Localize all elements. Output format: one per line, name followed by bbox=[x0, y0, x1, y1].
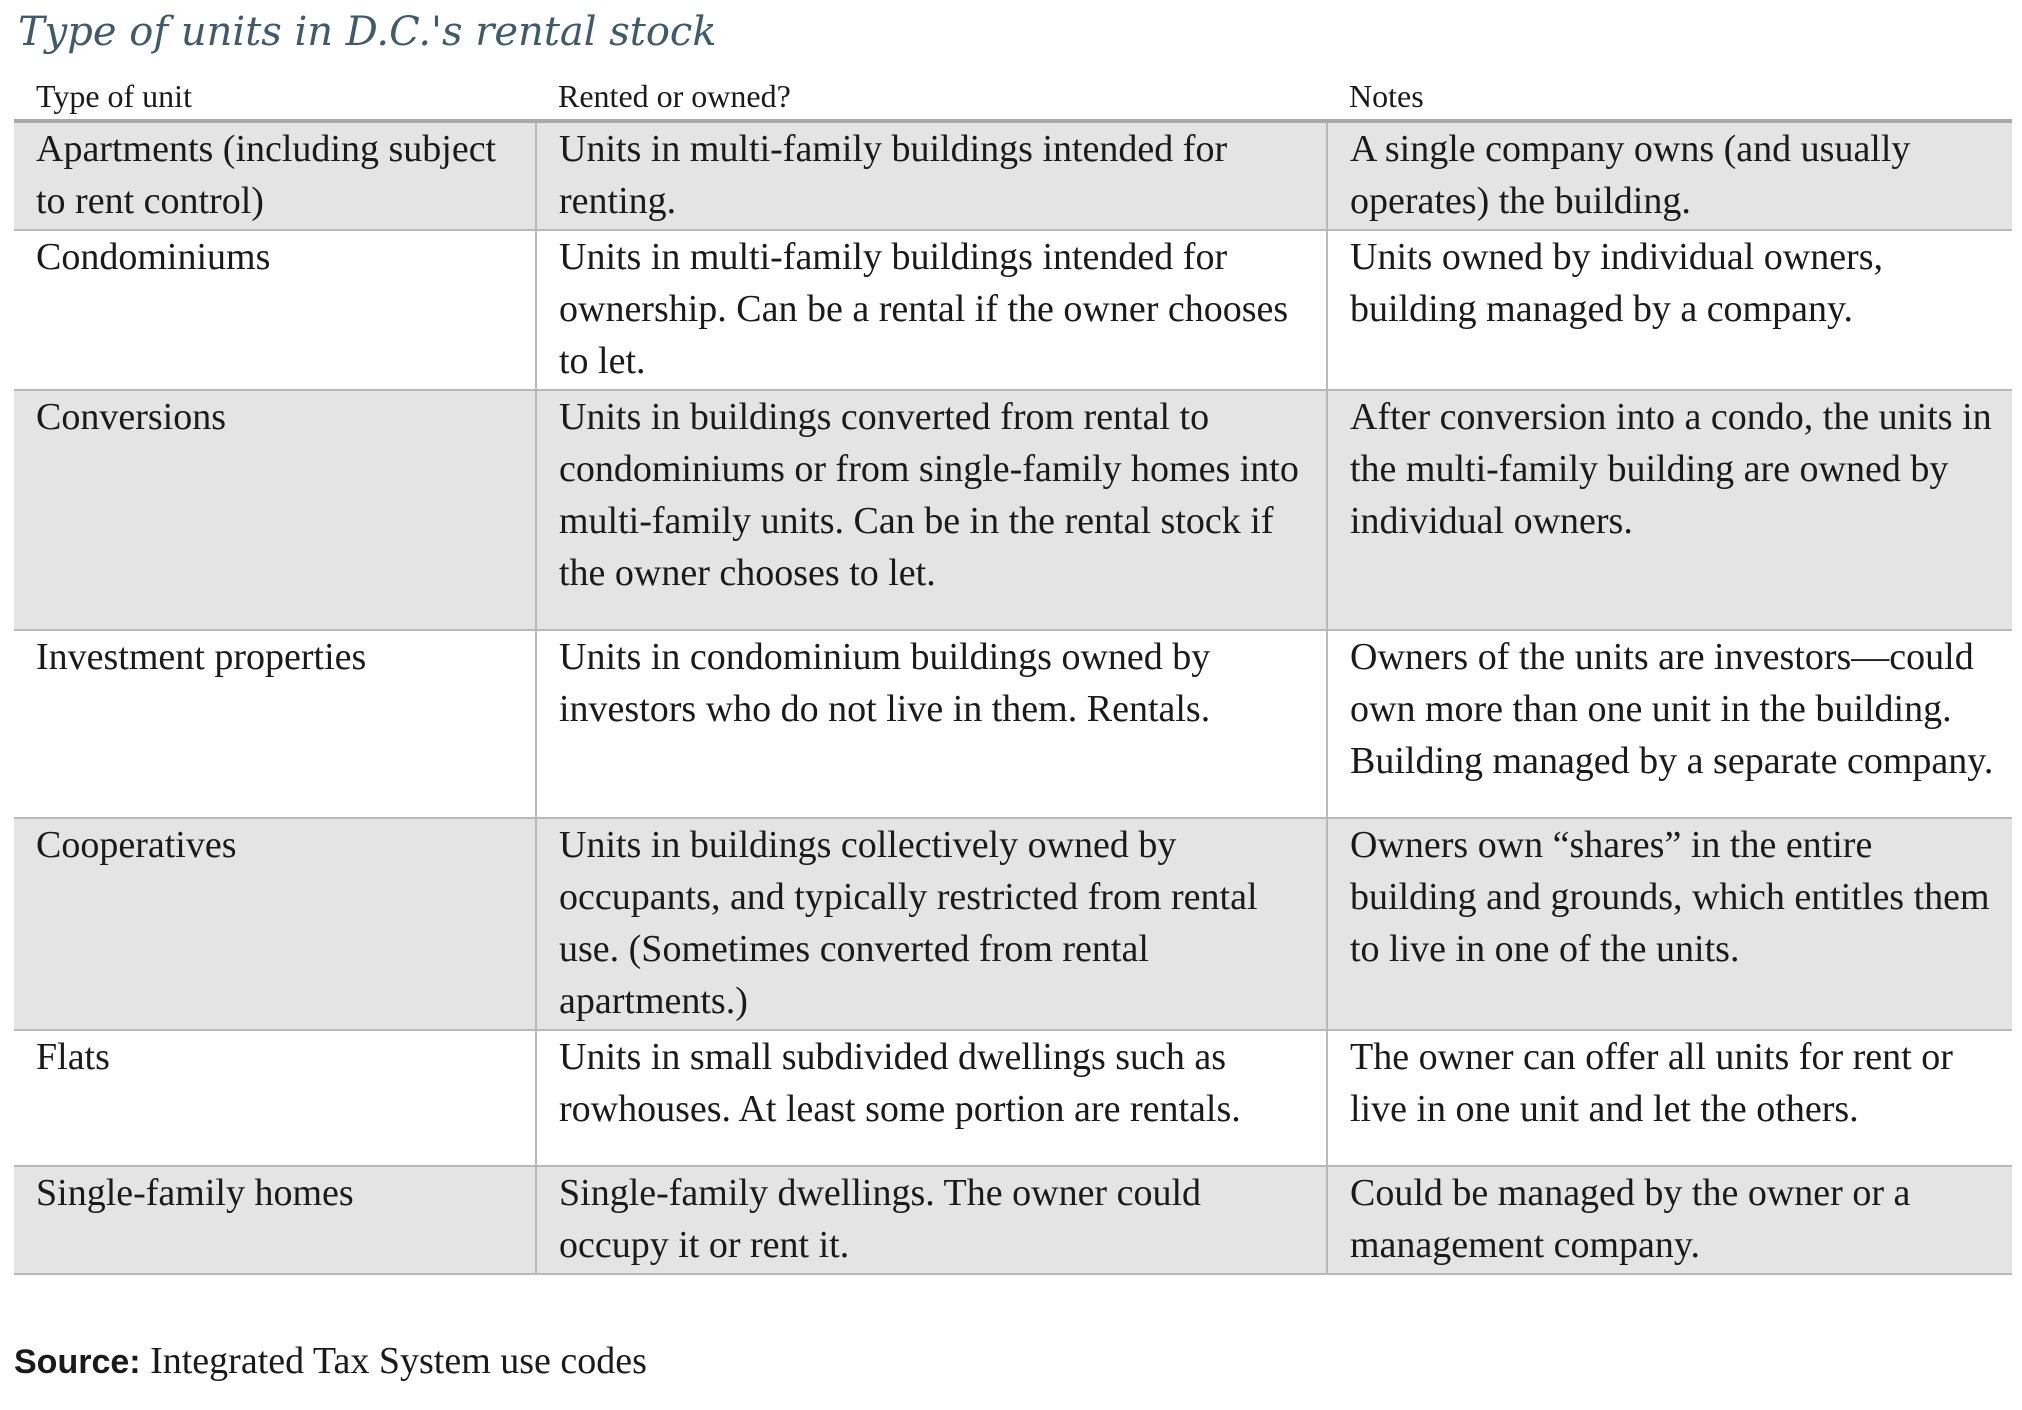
table-row bbox=[14, 630, 2012, 818]
header-notes: Notes bbox=[1327, 73, 2012, 121]
cell-type: Apartments (including subject to rent control) bbox=[14, 121, 536, 230]
header-rented-or-owned: Rented or owned? bbox=[536, 73, 1327, 121]
cell-notes: The owner can offer all units for rent or live in one unit and let the others. bbox=[1327, 1030, 2012, 1166]
cell-type: Flats bbox=[14, 1030, 536, 1166]
cell-notes: Could be managed by the owner or a management company. bbox=[1327, 1166, 2012, 1274]
cell-rented-or-owned: Units in multi-family buildings intended for renting. bbox=[536, 121, 1327, 230]
rental-stock-table-container bbox=[14, 73, 2012, 1275]
cell-rented-or-owned: Units in buildings converted from rental to condominiums or from single-family homes into multi-family units. Can be in the rental stock if the owner chooses to let. bbox=[536, 390, 1327, 630]
header-row bbox=[14, 73, 2012, 121]
cell-type: Conversions bbox=[14, 390, 536, 630]
cell-notes: Owners own “shares” in the entire building and grounds, which entitles them to live in one of the units. bbox=[1327, 818, 2012, 1030]
source-note bbox=[14, 1335, 647, 1388]
cell-rented-or-owned: Units in buildings collectively owned by occupants, and typically restricted from rental use. (Sometimes converted from rental apartments.) bbox=[536, 818, 1327, 1030]
cell-rented-or-owned: Units in condominium buildings owned by investors who do not live in them. Rentals. bbox=[536, 630, 1327, 818]
rental-stock-table bbox=[14, 73, 2012, 1275]
cell-notes: Units owned by individual owners, building managed by a company. bbox=[1327, 230, 2012, 390]
table-title: Type of units in D.C.'s rental stock bbox=[18, 9, 717, 55]
cell-notes: After conversion into a condo, the units in the multi-family building are owned by individual owners. bbox=[1327, 390, 2012, 630]
source-text: Integrated Tax System use codes bbox=[150, 1340, 647, 1382]
cell-notes: Owners of the units are investors—could own more than one unit in the building. Building managed by a separate company. bbox=[1327, 630, 2012, 818]
cell-rented-or-owned: Single-family dwellings. The owner could occupy it or rent it. bbox=[536, 1166, 1327, 1274]
header-type-of-unit: Type of unit bbox=[14, 73, 536, 121]
cell-rented-or-owned: Units in multi-family buildings intended for ownership. Can be a rental if the owner chooses to let. bbox=[536, 230, 1327, 390]
cell-rented-or-owned: Units in small subdivided dwellings such as rowhouses. At least some portion are rentals. bbox=[536, 1030, 1327, 1166]
cell-type: Single-family homes bbox=[14, 1166, 536, 1274]
cell-type: Cooperatives bbox=[14, 818, 536, 1030]
cell-type: Condominiums bbox=[14, 230, 536, 390]
table-row bbox=[14, 818, 2012, 1030]
cell-type: Investment properties bbox=[14, 630, 536, 818]
cell-notes: A single company owns (and usually operates) the building. bbox=[1327, 121, 2012, 230]
table-row bbox=[14, 390, 2012, 630]
table-row bbox=[14, 230, 2012, 390]
table-row bbox=[14, 1166, 2012, 1274]
source-label: Source: bbox=[14, 1343, 141, 1381]
table-row bbox=[14, 1030, 2012, 1166]
table-row bbox=[14, 121, 2012, 230]
